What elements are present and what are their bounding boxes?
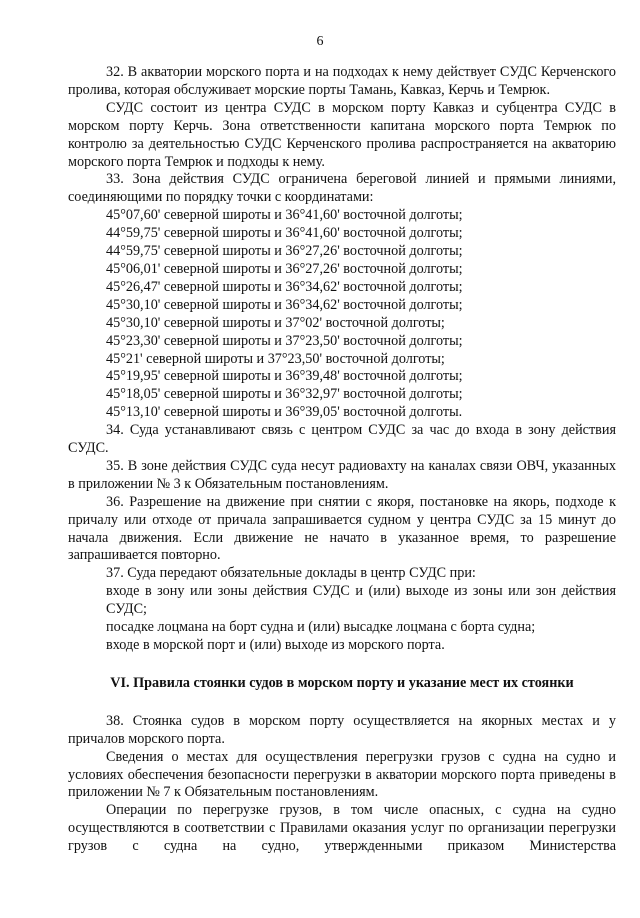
report-item: посадке лоцмана на борт судна и (или) высадке лоцмана с борта судна; [106,619,536,636]
coordinate-item: 45°30,10' северной широты и 37°02' восточной долготы; [106,314,445,331]
paragraph-transshipment-operations: Операции по перегрузке грузов, в том числе опасных, с судна на судно осуществляются в соответствии с Правилами оказания услуг по организации перегрузки грузов с судна на судно, утвержденными приказом Министерства [68,802,616,855]
report-item: входе в морской порт и (или) выходе из морского порта. [106,637,445,653]
report-item: входе в зону или зоны действия СУДС и (или) выходе из зоны или зон действия СУДС; [106,583,616,618]
coordinate-item: 45°23,30' северной широты и 37°23,50' восточной долготы; [106,332,463,349]
coordinate-item: 44°59,75' северной широты и 36°27,26' восточной долготы; [106,243,463,260]
coordinate-list [68,207,616,422]
paragraph-32: 32. В акватории морского порта и на подходах к нему действует СУДС Керченского пролива, которая обслуживает морские порты Тамань, Кавказ, Керчь и Темрюк. [68,64,616,98]
coordinate-item: 45°21' северной широты и 37°23,50' восточной долготы; [106,350,445,367]
coordinate-item: 44°59,75' северной широты и 36°41,60' восточной долготы; [106,225,463,242]
paragraph-37: 37. Суда передают обязательные доклады в центр СУДС при: [106,565,476,582]
coordinate-item: 45°06,01' северной широты и 36°27,26' восточной долготы; [106,260,463,277]
paragraph-38: 38. Стоянка судов в морском порту осуществляется на якорных местах и у причалов морского порта. [68,712,616,747]
coordinate-item: 45°07,60' северной широты и 36°41,60' восточной долготы; [106,207,463,224]
paragraph-transshipment-info: Сведения о местах для осуществления перегрузки грузов с судна на судно и условиях обеспечения безопасности перегрузки в акватории морского порта приведены в приложении № 7 к Обязательным постановлениям. [68,748,616,801]
report-items-list [68,583,616,655]
section-heading: VI. Правила стоянки судов в морском порту и указание мест их стоянки [110,674,574,691]
document-body [68,64,616,856]
paragraph-35: 35. В зоне действия СУДС суда несут радиовахту на каналах связи ОВЧ, указанных в приложении № 3 к Обязательным постановлениям. [68,457,616,492]
coordinate-item: 45°19,95' северной широты и 36°39,48' восточной долготы; [106,368,463,385]
paragraph-33: 33. Зона действия СУДС ограничена береговой линией и прямыми линиями, соединяющими по порядку точки с координатами: [68,171,616,206]
coordinate-item: 45°18,05' северной широты и 36°32,97' восточной долготы; [106,386,463,403]
paragraph-36: 36. Разрешение на движение при снятии с якоря, постановке на якорь, подходе к причалу или отходе от причала запрашивается судном у центра СУДС за 15 минут до начала движения. Если движение не начато в указанное время, то разрешение запрашивается повторно. [68,493,616,564]
coordinate-item: 45°13,10' северной широты и 36°39,05' восточной долготы. [106,404,463,421]
paragraph-34: 34. Суда устанавливают связь с центром СУДС за час до входа в зону действия СУДС. [68,422,616,457]
paragraph-vts-structure: СУДС состоит из центра СУДС в морском порту Кавказ и субцентра СУДС в морском порту Керчь. Зона ответственности капитана морского порта Темрюк по контролю за деятельностью СУДС Керченского пролива распространяется на акваторию морского порта Темрюк и подходы к нему. [68,99,616,170]
coordinate-item: 45°26,47' северной широты и 36°34,62' восточной долготы; [106,278,463,295]
page-number: 6 [316,34,324,49]
coordinate-item: 45°30,10' северной широты и 36°34,62' восточной долготы; [106,296,463,313]
